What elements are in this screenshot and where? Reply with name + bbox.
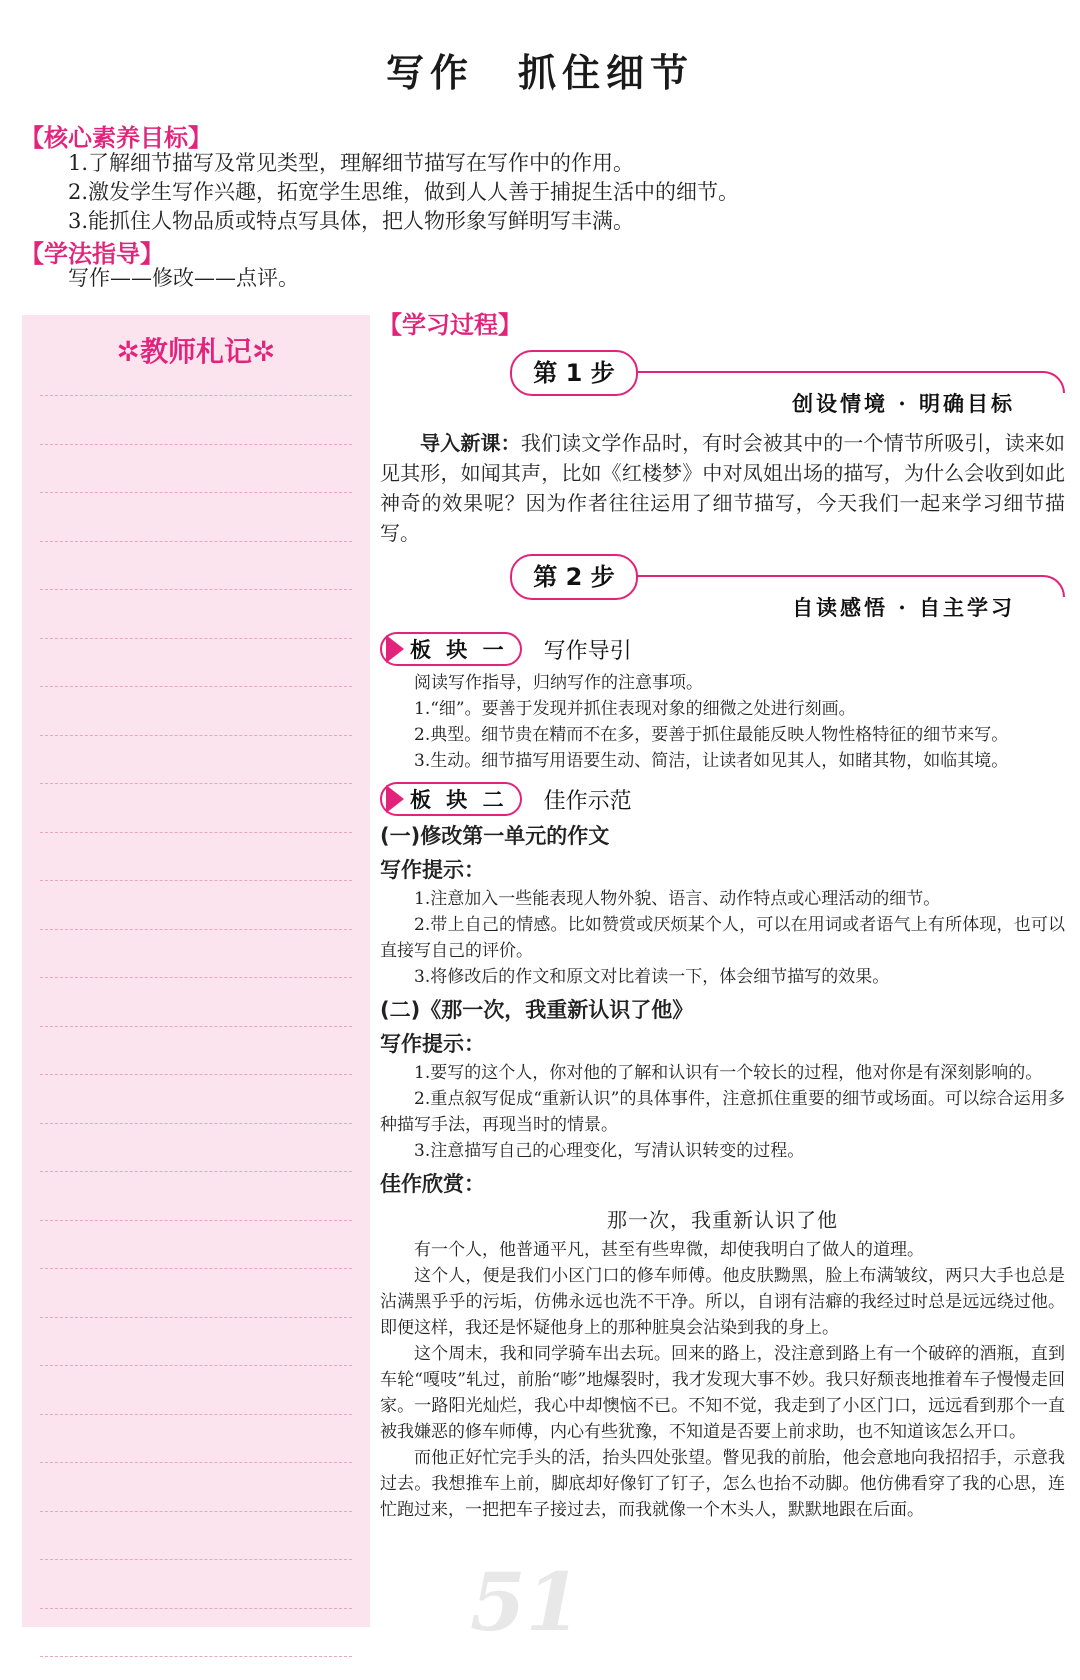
note-line (40, 541, 352, 542)
step-1-subtitle: 创设情境 · 明确目标 (782, 388, 1025, 418)
page-number: 51 (470, 1555, 582, 1649)
note-line (40, 783, 352, 784)
note-line (40, 929, 352, 930)
note-line (40, 1559, 352, 1560)
note-line (40, 1462, 352, 1463)
note-line (40, 832, 352, 833)
block-1-line: 3.生动。细节描写用语要生动、简洁，让读者如见其人，如睹其物，如临其境。 (414, 751, 1009, 771)
teacher-notes-title: ✲教师札记✲ (116, 335, 276, 368)
objective-2: 2.激发学生写作兴趣，拓宽学生思维，做到人人善于捕捉生活中的细节。 (68, 180, 740, 204)
note-line (40, 1317, 352, 1318)
note-line (40, 1074, 352, 1075)
part-2-heading: (二)《那一次，我重新认识了他》 (380, 998, 694, 1022)
block-1-header (380, 632, 1065, 666)
teacher-notes-sidebar (22, 315, 370, 1627)
step-2-banner (380, 554, 1065, 624)
essay-title: 那一次，我重新认识了他 (607, 1208, 838, 1232)
intro-lead: 导入新课： (420, 431, 521, 455)
method-heading: 【学法指导】 (20, 240, 164, 268)
note-line (40, 1608, 352, 1609)
essay-paragraph: 这个周末，我和同学骑车出去玩。回来的路上，没注意到路上有一个破碎的酒瓶，直到车轮“嘎吱”轧过，前胎“嘭”地爆裂时，我才发现大事不妙。我只好颓丧地推着车子慢慢走回家。一路阳光灿烂，我心中却懊恼不已。不知不觉，我走到了小区门口，远远看到那个一直被我嫌恶的修车师傅，内心有些犹豫，不知道是否要上前求助，也不知道该怎么开口。 (380, 1344, 1065, 1442)
block-1-line: 阅读写作指导，归纳写作的注意事项。 (414, 673, 703, 693)
part-1-tip: 3.将修改后的作文和原文对比着读一下，体会细节描写的效果。 (414, 967, 890, 987)
step-1-badge: 第 1 步 (510, 350, 638, 396)
objective-1: 1.了解细节描写及常见类型，理解细节描写在写作中的作用。 (68, 151, 635, 175)
note-line (40, 395, 352, 396)
note-line (40, 735, 352, 736)
objectives-heading: 【核心素养目标】 (20, 124, 212, 152)
note-line (40, 492, 352, 493)
note-line (40, 686, 352, 687)
note-line (40, 880, 352, 881)
part-2-tip: 3.注意描写自己的心理变化，写清认识转变的过程。 (414, 1141, 805, 1161)
process-heading: 【学习过程】 (378, 311, 522, 339)
intro-paragraph (380, 428, 1065, 548)
play-icon (386, 635, 404, 663)
method-text: 写作——修改——点评。 (68, 266, 299, 290)
part-1-heading: (一)修改第一单元的作文 (380, 824, 610, 848)
note-line (40, 1511, 352, 1512)
objective-3: 3.能抓住人物品质或特点写具体，把人物形象写鲜明写丰满。 (68, 209, 635, 233)
step-1-banner (380, 350, 1065, 420)
play-icon (386, 785, 404, 813)
part-2-tip: 1.要写的这个人，你对他的了解和认识有一个较长的过程，他对你是有深刻影响的。 (414, 1063, 1043, 1083)
note-line (40, 1026, 352, 1027)
note-line (40, 1268, 352, 1269)
essay-paragraph: 而他正好忙完手头的活，抬头四处张望。瞥见我的前胎，他会意地向我招招手，示意我过去。我想推车上前，脚底却好像钉了钉子，怎么也抬不动脚。他仿佛看穿了我的心思，连忙跑过来，一把把车子接过去，而我就像一个木头人，默默地跟在后面。 (380, 1448, 1065, 1520)
note-line (40, 638, 352, 639)
block-1-title: 写作导引 (543, 638, 632, 664)
step-2-subtitle: 自读感悟 · 自主学习 (782, 592, 1025, 622)
part-2-tips-label: 写作提示： (380, 1032, 485, 1056)
step-2-badge: 第 2 步 (510, 554, 638, 600)
appreciation-label: 佳作欣赏： (380, 1172, 485, 1196)
part-1-tip: 2.带上自己的情感。比如赞赏或厌烦某个人，可以在用词或者语气上有所体现，也可以直接写自己的评价。 (380, 915, 1065, 961)
note-line (40, 1656, 352, 1657)
block-1-line: 1.“细”。要善于发现并抓住表现对象的细微之处进行刻画。 (414, 699, 856, 719)
note-line (40, 1171, 352, 1172)
block-1-line: 2.典型。细节贵在精而不在多，要善于抓住最能反映人物性格特征的细节来写。 (414, 725, 1009, 745)
essay-paragraph: 有一个人，他普通平凡，甚至有些卑微，却使我明白了做人的道理。 (414, 1240, 924, 1260)
part-1-tip: 1.注意加入一些能表现人物外貌、语言、动作特点或心理活动的细节。 (414, 889, 941, 909)
block-2-badge: 板 块 二 (380, 782, 522, 816)
intro-text: 我们读文学作品时，有时会被其中的一个情节所吸引，读来如见其形，如闻其声，比如《红楼梦》中对凤姐出场的描写，为什么会收到如此神奇的效果呢？因为作者往往运用了细节描写，今天我们一起来学习细节描写。 (380, 431, 1066, 545)
block-2-header (380, 782, 1065, 816)
note-line (40, 444, 352, 445)
block-1-badge: 板 块 一 (380, 632, 522, 666)
part-2-tip: 2.重点叙写促成“重新认识”的具体事件，注意抓住重要的细节或场面。可以综合运用多种描写手法，再现当时的情景。 (380, 1089, 1065, 1135)
block-2-title: 佳作示范 (543, 788, 632, 814)
note-line (40, 589, 352, 590)
page-title: 写作 抓住细节 (385, 51, 694, 95)
learning-process (380, 305, 1065, 1523)
note-line (40, 1220, 352, 1221)
note-line (40, 1365, 352, 1366)
part-1-tips-label: 写作提示： (380, 858, 485, 882)
note-line (40, 977, 352, 978)
note-line (40, 1123, 352, 1124)
essay-paragraph: 这个人，便是我们小区门口的修车师傅。他皮肤黝黑，脸上布满皱纹，两只大手也总是沾满黑乎乎的污垢，仿佛永远也洗不干净。所以，自诩有洁癖的我经过时总是远远绕过他。即便这样，我还是怀疑他身上的那种脏臭会沾染到我的身上。 (380, 1266, 1065, 1338)
note-line (40, 1414, 352, 1415)
